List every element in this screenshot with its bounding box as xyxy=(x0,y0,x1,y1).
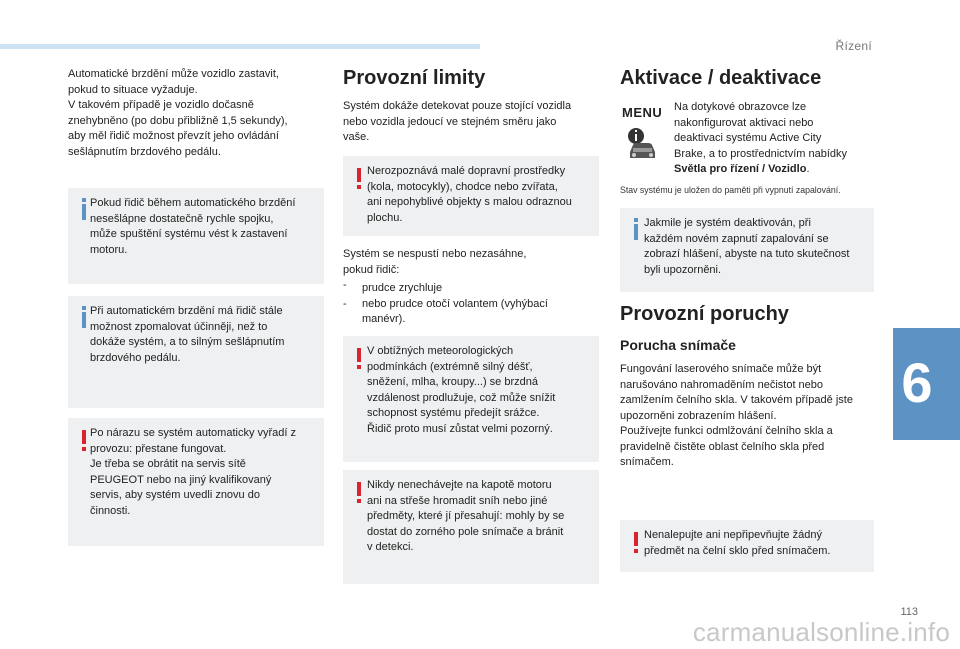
warning-box xyxy=(68,418,324,546)
warning-icon xyxy=(628,528,644,550)
section-heading: Aktivace / deaktivace xyxy=(620,67,822,89)
memory-note: Stav systému je uložen do paměti při vypnutí zapalování. xyxy=(620,185,841,196)
chapter-tab xyxy=(893,328,960,440)
menu-end: . xyxy=(806,163,810,175)
section-heading: Provozní limity xyxy=(343,67,486,89)
warning-box xyxy=(620,520,874,572)
warning-text: V obtížných meteorologických podmínkách (extrémně silný déšť, sněžení, mlha, kroupy...) se brzdná vzdálenost prodlužuje, což může snížit schopnost systému předejít srážce. Řidič proto musí zůstat velmi pozorný. xyxy=(367,345,556,435)
col1-intro: Automatické brzdění může vozidlo zastavit, pokud to situace vyžaduje. V takovém případě je vozidlo dočasně znehybněno (po dobu přibližně 1,5 sekundy), aby měl řidič možnost převzít jeho ovládání sešlápnutím brzdového pedálu. xyxy=(68,68,288,158)
list-item xyxy=(343,297,599,328)
info-box xyxy=(620,208,874,292)
warning-icon xyxy=(351,164,367,186)
chapter-number: 6 xyxy=(901,351,933,414)
paragraph: Systém dokáže detekovat pouze stojící vozidla nebo vozidla jedoucí ve stejném směru jako vaše. xyxy=(343,100,572,143)
bullet-dash: - xyxy=(343,297,347,310)
menu-icon: MENU xyxy=(622,105,663,120)
warning-box xyxy=(343,336,599,462)
warning-text: Po nárazu se systém automaticky vyřadí z provozu: přestane fungovat. Je třeba se obrátit na servis sítě PEUGEOT nebo na jiný kvalifikovaný servis, aby systém uvedli znovu do činnosti. xyxy=(90,427,297,517)
warning-icon xyxy=(351,478,367,500)
bullet-list xyxy=(343,278,599,328)
section-heading: Provozní poruchy xyxy=(620,303,789,325)
list-item xyxy=(343,278,599,297)
warning-box xyxy=(343,156,599,236)
warning-icon xyxy=(351,344,367,366)
list-item-text: prudce zrychluje xyxy=(362,282,443,294)
page-number: 113 xyxy=(900,606,918,618)
list-item-text: nebo prudce otočí volantem (vyhýbací manévr). xyxy=(362,297,548,325)
paragraph: Systém se nespustí nebo nezasáhne, pokud řidič: xyxy=(343,248,527,276)
warning-text: Nerozpoznává malé dopravní prostředky (kola, motocykly), chodce nebo zvířata, ani nepohyblivé objekty s malou odraznou plochu. xyxy=(367,165,572,224)
car-info-icon xyxy=(624,126,660,162)
info-text: Pokud řidič během automatického brzdění nesešlápne dostatečně rychle spojku, může spuštění systému vést k zastavení motoru. xyxy=(90,197,296,256)
info-text: Při automatickém brzdění má řidič stále možnost zpomalovat účinněji, než to dokáže systém, a to silným sešlápnutím brzdového pedálu. xyxy=(90,305,285,364)
menu-description xyxy=(674,100,874,178)
warning-text: Nikdy nenechávejte na kapotě motoru ani na střeše hromadit sníh nebo jiné předměty, které jí přesahují: mohly by se dostat do zorného pole snímače a bránit v detekci. xyxy=(367,479,565,553)
paragraph: Fungování laserového snímače může být narušováno nahromaděním nečistot nebo zamlžením čelního skla. V takovém případě jste upozorněni zobrazením hlášení. Používejte funkci odmlžování čelního skla a pravidelně čistěte oblast čelního skla před snímačem. xyxy=(620,363,853,468)
warning-text: Nenalepujte ani nepřipevňujte žádný předmět na čelní sklo před snímačem. xyxy=(644,529,831,557)
warning-box xyxy=(343,470,599,584)
subsection-heading: Porucha snímače xyxy=(620,337,736,353)
info-icon xyxy=(628,216,644,238)
info-box xyxy=(68,188,324,284)
info-box xyxy=(68,296,324,408)
section-title: Řízení xyxy=(835,39,872,53)
watermark: carmanualsonline.info xyxy=(692,617,950,647)
header-bar xyxy=(0,44,480,49)
menu-text: Na dotykové obrazovce lze nakonfigurovat aktivaci nebo deaktivaci systému Active City Brake, a to prostřednictvím nabídky xyxy=(674,101,848,160)
bullet-dash: - xyxy=(343,279,347,291)
info-text: Jakmile je systém deaktivován, při každém novém zapnutí zapalování se zobrazí hlášení, abyste na tuto skutečnost byli upozorněni. xyxy=(644,217,850,276)
menu-path: Světla pro řízení / Vozidlo xyxy=(674,163,807,175)
